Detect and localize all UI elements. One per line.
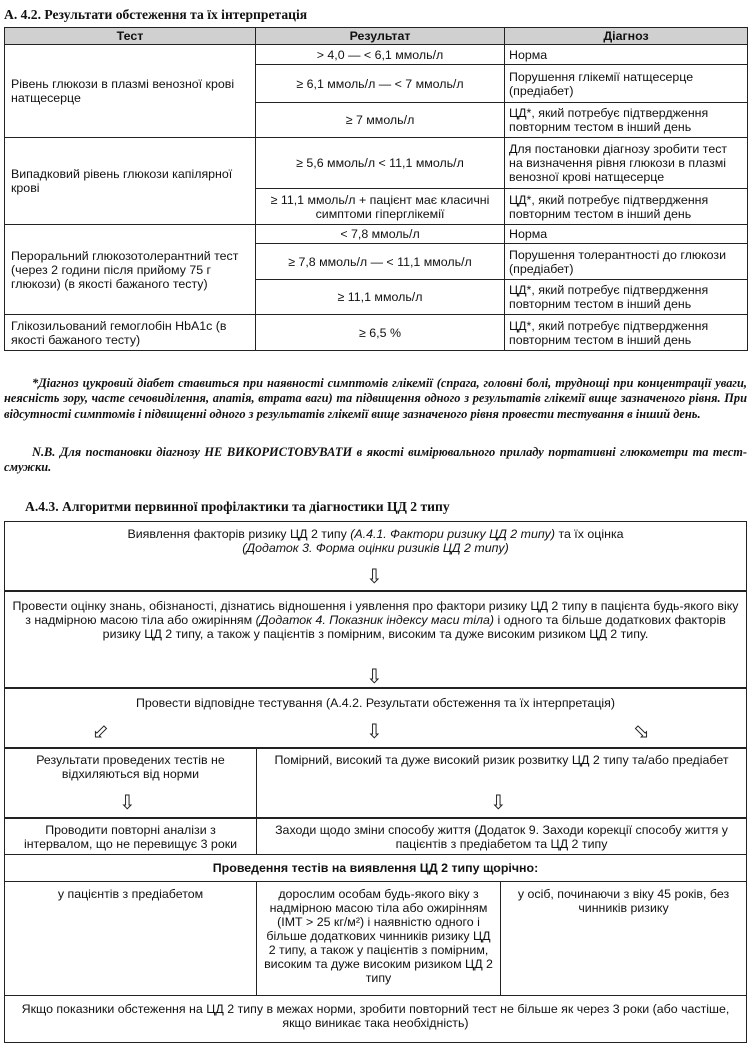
column-header-diagnosis: Діагноз	[505, 28, 748, 45]
table-row	[5, 45, 748, 65]
left-result-text: Результати проведених тестів не відхиляються від норми	[36, 753, 225, 781]
diagnosis-cell: Порушення глікемії натщесерце (предіабет)	[505, 65, 748, 103]
result-cell: ≥ 11,1 ммоль/л	[256, 280, 505, 315]
table-row	[5, 315, 748, 351]
column-header-test: Тест	[5, 28, 256, 45]
table-row	[5, 225, 748, 244]
section-heading-algorithm: А.4.3. Алгоритми первинної профілактики та діагностики ЦД 2 типу	[25, 499, 450, 514]
result-cell: ≥ 11,1 ммоль/л + пацієнт має класичні симптоми гіперглікемії	[256, 189, 505, 225]
results-table	[4, 27, 748, 351]
result-cell: > 4,0 — < 6,1 ммоль/л	[256, 45, 505, 65]
column-header-result: Результат	[256, 28, 505, 45]
final-text: Якщо показники обстеження на ЦД 2 типу в межах норми, зробити повторний тест не більше як через 3 роки (або частіше, якщо виникає така необхідність)	[21, 1002, 730, 1030]
result-cell: ≥ 5,6 ммоль/л < 11,1 ммоль/л	[256, 138, 505, 189]
table-header-row	[5, 28, 748, 45]
col2-text: дорослим особам будь-якого віку з надмірною масою тіла або ожирінням (ІМТ > 25 кг/м²) і наявністю одного і більше додаткових чинників ризику ЦД 2 типу, а також у пацієнтів з помірним, високим та дуже високим ризиком ЦД 2 типу	[264, 887, 493, 985]
down-arrow-icon: ⇩	[490, 790, 507, 814]
yearly-group-overweight	[256, 881, 501, 996]
down-arrow-icon: ⇩	[366, 564, 383, 588]
test-name: Рівень глюкози в плазмі венозної крові натщесерце	[5, 45, 256, 138]
step1-text: Виявлення факторів ризику ЦД 2 типу	[127, 527, 351, 541]
test-name: Пероральний глюкозотолерантний тест (через 2 години після прийому 75 г глюкози) (в якості бажаного тесту)	[5, 225, 256, 315]
result-cell: ≥ 7,8 ммоль/л — < 11,1 ммоль/л	[256, 244, 505, 280]
section-heading-results: А. 4.2. Результати обстеження та їх інтерпретація	[4, 7, 308, 22]
diagnosis-cell: ЦД*, який потребує підтвердження повторним тестом в інший день	[505, 189, 748, 225]
diagnosis-cell: ЦД*, який потребує підтвердження повторним тестом в інший день	[505, 315, 748, 351]
down-arrow-icon: ⇩	[366, 719, 383, 743]
step2-text: Провести оцінку знань, обізнаності, дізнатись відношення і уявлення про фактори ризику ЦД 2 типу в пацієнта будь-якого віку з надмірною масою тіла або ожирінням	[12, 599, 739, 627]
step3-text: Провести відповідне тестування (А.4.2. Результати обстеження та їх інтерпретація)	[135, 696, 616, 710]
note-nb: N.B. Для постановки діагнозу НЕ ВИКОРИСТОВУВАТИ в якості вимірювального приладу портативні глюкометри та тест-смужки.	[4, 445, 747, 475]
step1-ref-appendix: (Додаток 3. Форма оцінки ризиків ЦД 2 типу)	[242, 541, 509, 555]
step2-ref: (Додаток 4. Показник індексу маси тіла)	[255, 613, 495, 627]
test-name: Глікозильований гемоглобін HbA1c (в якості бажаного тесту)	[5, 315, 256, 351]
left-action	[4, 818, 257, 855]
down-arrow-icon: ⇩	[119, 790, 136, 814]
left-action-text: Проводити повторні аналізи з інтервалом, що не перевищує 3 роки	[23, 822, 238, 851]
col1-text: у пацієнтів з предіабетом	[57, 887, 204, 901]
test-name: Випадковий рівень глюкози капілярної крові	[5, 138, 256, 225]
diagnosis-cell: Норма	[505, 45, 748, 65]
diagnosis-cell: ЦД*, який потребує підтвердження повторним тестом в інший день	[505, 280, 748, 315]
footnote: *Діагноз цукровий діабет ставиться при наявності симптомів глікемії (спрага, головні болі, труднощі при концентрації уваги, неясність зору, часте сечовиділення, апатія, втрата ваги) та підвищення одного з результатів глікемії вище зазначеного рівня. При відсутності симптомів і підвищенні одного з результатів глікемії вище зазначеного рівня провести тестування в інший день.	[4, 376, 747, 421]
yearly-testing-title	[4, 854, 747, 882]
table-row	[5, 138, 748, 189]
step1-text-end: та їх оцінка	[555, 527, 624, 541]
down-left-arrow-icon: ⬃	[92, 719, 109, 743]
result-cell: < 7,8 ммоль/л	[256, 225, 505, 244]
final-recommendation	[4, 995, 747, 1043]
yearly-group-prediabetes	[4, 881, 257, 996]
result-cell: ≥ 7 ммоль/л	[256, 103, 505, 138]
yearly-title-text: Проведення тестів на виявлення ЦД 2 типу щорічно:	[212, 861, 539, 875]
yearly-group-age45	[500, 881, 747, 996]
diagnosis-cell: Порушення толерантності до глюкози (предіабет)	[505, 244, 748, 280]
down-right-arrow-icon: ⬂	[633, 719, 650, 743]
right-action-text: Заходи щодо зміни способу життя (Додаток 9. Заходи корекції способу життя у пацієнтів з предіабетом та ЦД 2 типу	[275, 822, 728, 851]
right-result-text: Помірний, високий та дуже високий ризик розвитку ЦД 2 типу та/або предіабет	[274, 753, 729, 767]
step2-text-end: і одного та більше додаткових факторів ризику ЦД 2 типу, а також у пацієнтів з помірним, високим та дуже високим ризиком ЦД 2 типу.	[102, 613, 726, 641]
result-cell: ≥ 6,1 ммоль/л — < 7 ммоль/л	[256, 65, 505, 103]
step1-ref: (А.4.1. Фактори ризику ЦД 2 типу)	[350, 527, 555, 541]
down-arrow-icon: ⇩	[366, 664, 383, 688]
diagnosis-cell: ЦД*, який потребує підтвердження повторним тестом в інший день	[505, 103, 748, 138]
diagnosis-cell: Норма	[505, 225, 748, 244]
diagnosis-cell: Для постановки діагнозу зробити тест на визначення рівня глюкози в плазмі венозної крові натщесерце	[505, 138, 748, 189]
col3-text: у осіб, починаючи з віку 45 років, без чинників ризику	[517, 887, 730, 915]
result-cell: ≥ 6,5 %	[256, 315, 505, 351]
right-action	[256, 818, 747, 855]
